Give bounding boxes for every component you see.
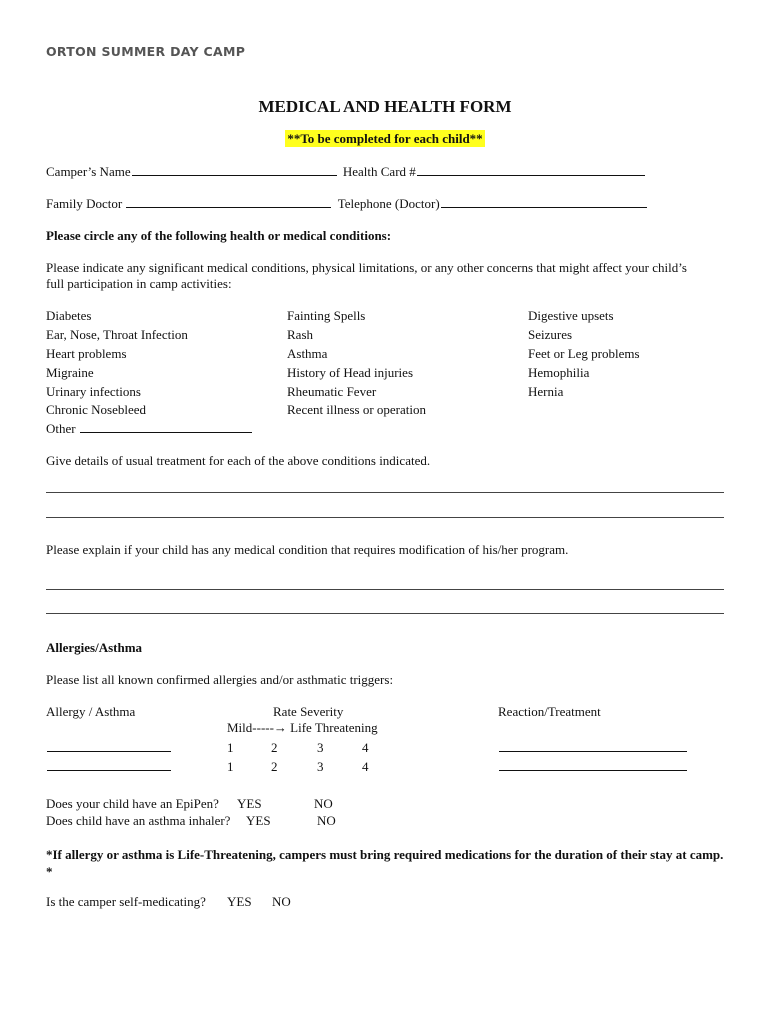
condition-recent-illness[interactable]: Recent illness or operation [287,402,426,417]
condition-chronic-nosebleed[interactable]: Chronic Nosebleed [46,402,147,417]
treatment-line-1[interactable] [46,492,724,493]
condition-other-input[interactable] [80,421,252,433]
inhaler-yes-option[interactable]: YES [246,813,271,828]
condition-heart-problems[interactable]: Heart problems [46,346,127,361]
condition-diabetes[interactable]: Diabetes [46,308,92,323]
health-card-label: Health Card # [342,164,416,179]
allergy-row-2 [46,759,171,775]
severity-2-option-4[interactable]: 4 [362,759,369,774]
reaction-2-input[interactable] [499,759,687,771]
allergy-1-input[interactable] [47,740,171,752]
severity-2-option-1[interactable]: 1 [227,759,234,774]
modification-prompt: Please explain if your child has any medical condition that requires modification of his/her program. [46,542,569,557]
severity-2-option-2[interactable]: 2 [271,759,278,774]
condition-rheumatic-fever[interactable]: Rheumatic Fever [287,384,377,399]
allergies-heading: Allergies/Asthma [46,640,143,655]
family-doctor-label: Family Doctor [46,196,123,211]
campers-name-input[interactable] [132,164,337,176]
allergies-list-prompt: Please list all known confirmed allergies and/or asthmatic triggers: [46,672,394,687]
reaction-row-1 [498,740,687,756]
form-title: MEDICAL AND HEALTH FORM [258,97,512,116]
inhaler-question: Does child have an asthma inhaler? [46,813,231,828]
condition-rash[interactable]: Rash [287,327,313,342]
severity-column-header: Rate Severity [273,704,344,719]
allergy-row-1 [46,740,171,756]
treatment-line-2[interactable] [46,517,724,518]
epipen-question: Does your child have an EpiPen? [46,796,219,811]
self-medicating-question: Is the camper self-medicating? [46,894,206,909]
telephone-doctor-input[interactable] [441,196,647,208]
condition-head-injuries[interactable]: History of Head injuries [287,365,414,380]
severity-1-option-2[interactable]: 2 [271,740,278,755]
severity-1-option-1[interactable]: 1 [227,740,234,755]
campers-name-label: Camper’s Name [46,164,131,179]
campers-name-field [46,164,645,180]
allergy-column-header: Allergy / Asthma [46,704,136,719]
family-doctor-field [46,196,647,212]
life-threatening-warning: *If allergy or asthma is Life-Threatening, campers must bring required medications for the duration of their stay at camp. * [46,847,724,879]
severity-1-option-4[interactable]: 4 [362,740,369,755]
form-subtitle [0,131,770,147]
condition-feet-leg-problems[interactable]: Feet or Leg problems [528,346,640,361]
reaction-column-header: Reaction/Treatment [498,704,601,719]
allergy-2-input[interactable] [47,759,171,771]
brand-title: ORTON SUMMER DAY CAMP [46,44,246,59]
condition-urinary-infections[interactable]: Urinary infections [46,384,141,399]
severity-scale-label: Mild-----→ Life Threatening [227,720,378,735]
condition-other-label: Other [46,421,76,436]
modification-line-2[interactable] [46,613,724,614]
treatment-details-prompt: Give details of usual treatment for each of the above conditions indicated. [46,453,431,468]
health-card-input[interactable] [417,164,645,176]
severity-2-option-3[interactable]: 3 [317,759,324,774]
family-doctor-input[interactable] [126,196,331,208]
condition-seizures[interactable]: Seizures [528,327,573,342]
condition-ent-infection[interactable]: Ear, Nose, Throat Infection [46,327,188,342]
condition-migraine[interactable]: Migraine [46,365,94,380]
severity-1-option-3[interactable]: 3 [317,740,324,755]
epipen-no-option[interactable]: NO [314,796,333,811]
circle-conditions-heading: Please circle any of the following health or medical conditions: [46,228,392,243]
modification-line-1[interactable] [46,589,724,590]
subtitle-highlight: **To be completed for each child** [287,131,483,146]
condition-hemophilia[interactable]: Hemophilia [528,365,590,380]
inhaler-no-option[interactable]: NO [317,813,336,828]
condition-digestive-upsets[interactable]: Digestive upsets [528,308,614,323]
condition-hernia[interactable]: Hernia [528,384,564,399]
self-medicating-yes-option[interactable]: YES [227,894,252,909]
telephone-doctor-label: Telephone (Doctor) [337,196,440,211]
condition-fainting-spells[interactable]: Fainting Spells [287,308,366,323]
epipen-yes-option[interactable]: YES [237,796,262,811]
condition-other-field [46,421,252,437]
self-medicating-no-option[interactable]: NO [272,894,291,909]
reaction-1-input[interactable] [499,740,687,752]
reaction-row-2 [498,759,687,775]
indicate-conditions-text: Please indicate any significant medical conditions, physical limitations, or any other concerns that might affect your child’s full participation in camp activities: [46,260,687,291]
condition-asthma[interactable]: Asthma [287,346,328,361]
